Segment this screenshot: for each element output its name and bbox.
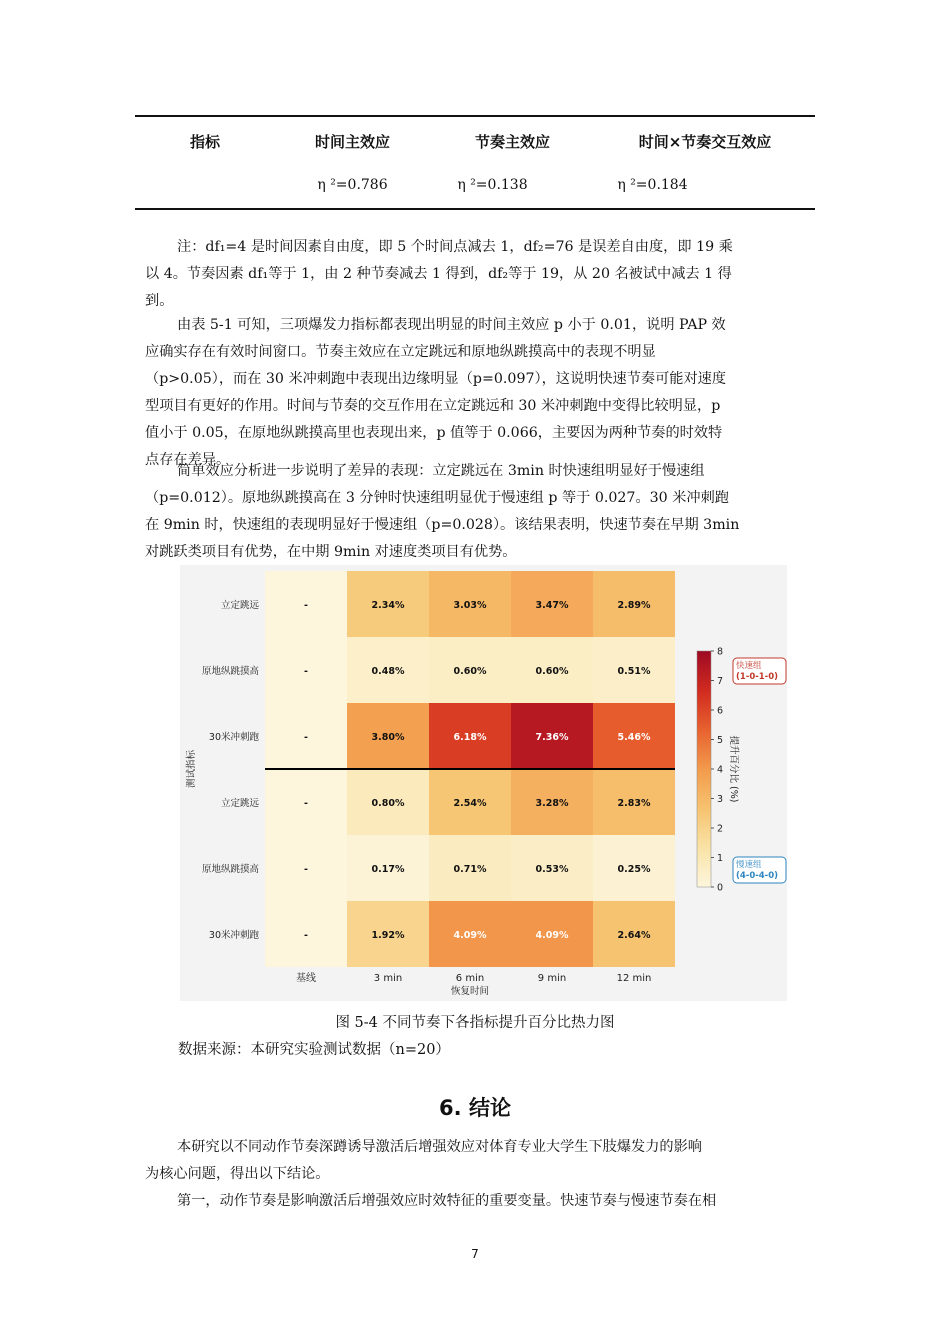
heatmap-cell-label: 4.09%	[535, 930, 569, 941]
table-header-interaction-effect: 时间×节奏交互效应	[638, 133, 772, 151]
data-source: 数据来源：本研究实验测试数据（n=20）	[178, 1042, 450, 1058]
heatmap-cell-label: 3.28%	[535, 798, 569, 809]
table-header-time-effect: 时间主效应	[314, 133, 390, 151]
group-label-pattern: (1-0-1-0)	[736, 672, 779, 682]
text-line: 注：df₁=4 是时间因素自由度，即 5 个时间点减去 1，df₂=76 是误差自由度，即 19 乘	[177, 239, 733, 255]
x-tick-label: 基线	[296, 973, 316, 984]
group-label-name: 慢速组	[736, 860, 762, 870]
colorbar	[697, 651, 711, 887]
figure-caption: 图 5-4 不同节奏下各指标提升百分比热力图	[335, 1015, 615, 1031]
colorbar-tick-label: 0	[717, 882, 724, 894]
heatmap-cell-label: 2.64%	[617, 930, 651, 941]
table-cell-interaction-eta: η ²=0.184	[617, 177, 688, 193]
heatmap-cell-label: 5.46%	[617, 732, 651, 743]
text-line: （p=0.012）。原地纵跳摸高在 3 分钟时快速组明显优于慢速组 p 等于 0.027。30 米冲刺跑	[145, 490, 729, 506]
y-tick-label: 30米冲刺跑	[208, 930, 259, 941]
text-line: 以 4。节奏因素 df₁等于 1，由 2 种节奏减去 1 得到，df₂等于 19，从 20 名被试中减去 1 得	[145, 266, 732, 282]
text-line: 由表 5-1 可知，三项爆发力指标都表现出明显的时间主效应 p 小于 0.01，说明 PAP 效	[177, 317, 726, 333]
text-line: 对跳跃类项目有优势，在中期 9min 对速度类项目有优势。	[145, 544, 517, 560]
x-tick-label: 3 min	[373, 973, 403, 984]
heatmap-cell-label: 3.80%	[371, 732, 405, 743]
table-note-paragraph	[145, 234, 807, 315]
group-label-pattern: (4-0-4-0)	[736, 871, 779, 881]
main-effect-paragraph	[145, 312, 807, 474]
heatmap-cell-label: 4.09%	[453, 930, 487, 941]
text-line: （p>0.05），而在 30 米冲刺跑中表现出边缘明显（p=0.097），这说明快速节奏可能对速度	[145, 371, 727, 387]
y-tick-label: 立定跳远	[220, 798, 259, 809]
table-cell-rhythm-eta: η ²=0.138	[457, 177, 528, 193]
heatmap-cell-label: 0.60%	[535, 666, 569, 677]
heatmap-cell-label: -	[304, 930, 308, 941]
colorbar-tick-label: 8	[717, 646, 724, 658]
text-line: 为核心问题，得出以下结论。	[145, 1166, 330, 1182]
heatmap-cell-label: 6.18%	[453, 732, 487, 743]
colorbar-tick-label: 1	[717, 853, 724, 864]
colorbar-tick-label: 7	[717, 676, 724, 687]
x-axis-label: 恢复时间	[450, 986, 490, 997]
x-tick-label: 12 min	[616, 973, 652, 984]
simple-effect-paragraph	[145, 458, 807, 566]
heatmap-cell-label: -	[304, 666, 308, 677]
colorbar-tick-label: 6	[717, 705, 724, 717]
text-line: 本研究以不同动作节奏深蹲诱导激活后增强效应对体育专业大学生下肢爆发力的影响	[177, 1139, 702, 1155]
text-line: 型项目有更好的作用。时间与节奏的交互作用在立定跳远和 30 米冲刺跑中变得比较明显，p	[145, 398, 721, 414]
heatmap-cell-label: 2.83%	[617, 798, 651, 809]
y-tick-label: 30米冲刺跑	[208, 732, 259, 743]
x-tick-label: 9 min	[537, 973, 567, 984]
y-axis-label: 测试指标	[186, 749, 197, 789]
colorbar-tick-label: 2	[717, 823, 724, 835]
table-top-rule	[135, 115, 815, 117]
heatmap-cell-label: 3.47%	[535, 600, 569, 611]
heatmap-cell-label: 2.34%	[371, 600, 405, 611]
text-line: 第一，动作节奏是影响激活后增强效应时效特征的重要变量。快速节奏与慢速节奏在相	[177, 1193, 717, 1209]
heatmap-cell-label: 0.53%	[535, 864, 569, 875]
heatmap-cell-label: 2.54%	[453, 798, 487, 809]
page-number: 7	[471, 1247, 479, 1261]
table-header-rhythm-effect: 节奏主效应	[474, 133, 550, 151]
text-line: 在 9min 时，快速组的表现明显好于慢速组（p=0.028）。该结果表明，快速节奏在早期 3min	[145, 517, 740, 533]
text-line: 应确实存在有效时间窗口。节奏主效应在立定跳远和原地纵跳摸高中的表现不明显	[145, 344, 656, 360]
heatmap-cell-label: 0.80%	[371, 798, 405, 809]
colorbar-label: 提升百分比 (%)	[728, 735, 739, 803]
text-line: 点存在差异。	[145, 452, 231, 468]
heatmap-cell-label: 0.51%	[617, 666, 651, 677]
heatmap-cell-label: -	[304, 600, 308, 611]
colorbar-tick-label: 5	[717, 735, 724, 746]
heatmap-cell-label: 0.60%	[453, 666, 487, 677]
heatmap-cell-label: -	[304, 798, 308, 809]
x-tick-label: 6 min	[455, 973, 485, 984]
heatmap-cell-label: 0.48%	[371, 666, 405, 677]
heatmap-cell-label: 0.25%	[617, 864, 651, 875]
text-line: 简单效应分析进一步说明了差异的表现：立定跳远在 3min 时快速组明显好于慢速组	[177, 463, 705, 479]
text-line: 到。	[145, 293, 174, 309]
heatmap-cell-label: -	[304, 732, 308, 743]
y-tick-label: 立定跳远	[220, 600, 259, 611]
section-heading: 6. 结论	[439, 1096, 511, 1120]
heatmap-svg	[180, 565, 787, 1001]
heatmap-cell-label: 0.17%	[371, 864, 405, 875]
y-tick-label: 原地纵跳摸高	[201, 864, 259, 875]
table-header-index: 指标	[189, 133, 220, 151]
heatmap-cell-label: 2.89%	[617, 600, 651, 611]
colorbar-tick-label: 4	[717, 764, 724, 776]
heatmap-figure	[180, 565, 787, 1001]
group-label-name: 快速组	[736, 661, 762, 671]
heatmap-cell-label: 1.92%	[371, 930, 405, 941]
text-line: 值小于 0.05，在原地纵跳摸高里也表现出来，p 值等于 0.066，主要因为两种节奏的时效特	[145, 425, 723, 441]
y-tick-label: 原地纵跳摸高	[201, 666, 259, 677]
heatmap-cell-label: 3.03%	[453, 600, 487, 611]
heatmap-cell-label: 7.36%	[535, 732, 569, 743]
heatmap-cell-label: -	[304, 864, 308, 875]
conclusion-paragraph	[145, 1134, 807, 1215]
colorbar-tick-label: 3	[717, 794, 724, 805]
heatmap-cell-label: 0.71%	[453, 864, 487, 875]
table-cell-time-eta: η ²=0.786	[317, 177, 388, 193]
table-bottom-rule	[135, 208, 815, 210]
